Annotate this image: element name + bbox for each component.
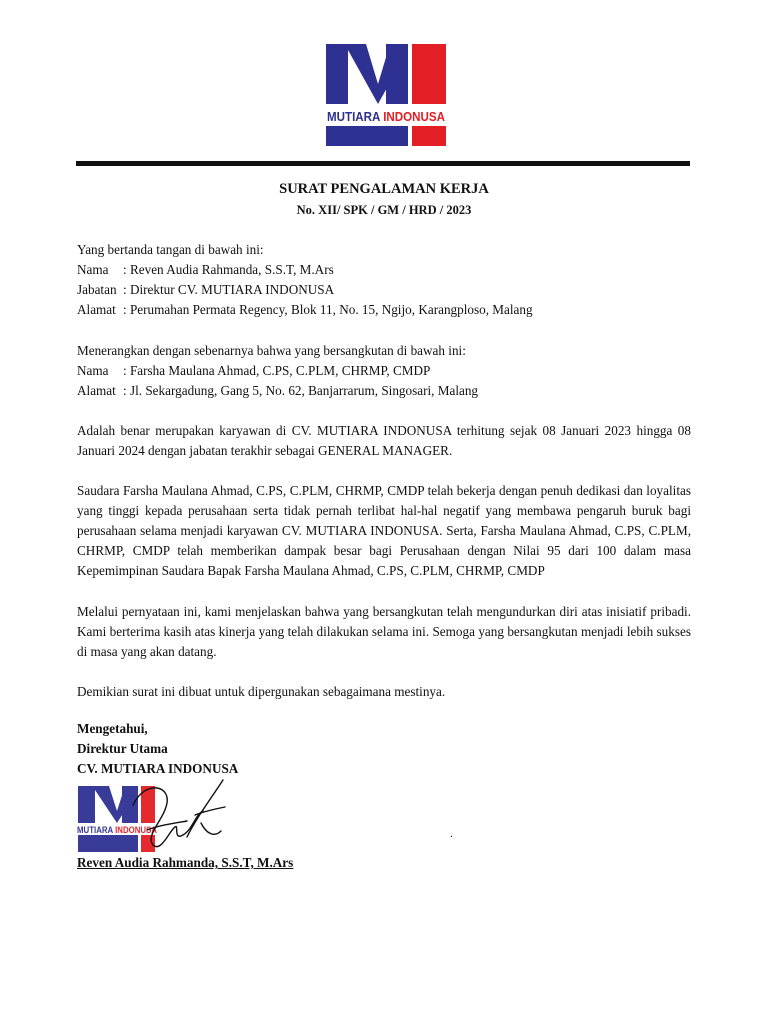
- signer-name: Reven Audia Rahmanda, S.S.T, M.Ars: [77, 855, 294, 870]
- closing-position: Direktur Utama: [77, 741, 168, 756]
- field-label: Jabatan: [77, 282, 117, 297]
- field-label: Nama: [77, 363, 109, 378]
- stray-mark: .: [450, 826, 453, 840]
- svg-text:MUTIARA INDONUSA: MUTIARA INDONUSA: [77, 825, 164, 835]
- employee-row-name: [77, 361, 691, 381]
- company-stamp-signature: [75, 775, 235, 855]
- field-value: : Direktur CV. MUTIARA INDONUSA: [123, 282, 335, 297]
- signatory-row-position: [77, 280, 691, 300]
- svg-text:MUTIARA INDONUSA: MUTIARA INDONUSA: [327, 109, 454, 124]
- document-title: SURAT PENGALAMAN KERJA: [279, 181, 489, 197]
- signatory-block: [77, 240, 691, 320]
- field-value: : Jl. Sekargadung, Gang 5, No. 62, Banjarrarum, Singosari, Malang: [123, 383, 479, 398]
- company-logo: [326, 44, 454, 146]
- document-number: No. XII/ SPK / GM / HRD / 2023: [296, 203, 472, 217]
- field-value: : Perumahan Permata Regency, Blok 11, No. 15, Ngijo, Karangploso, Malang: [123, 302, 533, 317]
- field-label: Nama: [77, 262, 109, 277]
- field-label: Alamat: [77, 383, 116, 398]
- closing-block: [77, 719, 691, 779]
- paragraph-resignation: Melalui pernyataan ini, kami menjelaskan bahwa yang bersangkutan telah mengundurkan diri atas inisiatif pribadi. Kami berterima kasih atas kinerja yang telah dilakukan selama ini. Semoga yang bersangkutan menjadi lebih sukses di masa yang akan datang.: [77, 604, 691, 659]
- paragraph-performance: Saudara Farsha Maulana Ahmad, C.PS, C.PLM, CHRMP, CMDP telah bekerja dengan penuh dedikasi dan loyalitas yang tinggi kepada perusahaan serta tidak pernah terlibat hal-hal negatif yang membawa pengaruh buruk bagi perusahaan selama menjadi karyawan CV. MUTIARA INDONUSA. Serta, Farsha Maulana Ahmad, C.PS, C.PLM, CHRMP, CMDP telah memberikan dampak besar bagi Perusahaan dengan Nilai 95 dari 100 dalam masa Kepemimpinan Saudara Bapak Farsha Maulana Ahmad, C.PS, C.PLM, CHRMP, CMDP: [77, 483, 691, 578]
- closing-acknowledged: Mengetahui,: [77, 721, 148, 736]
- paragraph-employment: Adalah benar merupakan karyawan di CV. MUTIARA INDONUSA terhitung sejak 08 Januari 2023 hingga 08 Januari 2024 dengan jabatan terakhir sebagai GENERAL MANAGER.: [77, 423, 691, 458]
- field-label: Alamat: [77, 302, 116, 317]
- signatory-row-address: [77, 300, 691, 320]
- closing-company: CV. MUTIARA INDONUSA: [77, 761, 239, 776]
- paragraph-closing: Demikian surat ini dibuat untuk dipergunakan sebagaimana mestinya.: [77, 684, 446, 699]
- employee-intro: Menerangkan dengan sebenarnya bahwa yang bersangkutan di bawah ini:: [77, 343, 466, 358]
- header-divider: [76, 161, 690, 166]
- employee-block: [77, 341, 691, 401]
- field-value: : Reven Audia Rahmanda, S.S.T, M.Ars: [123, 262, 334, 277]
- field-value: : Farsha Maulana Ahmad, C.PS, C.PLM, CHRMP, CMDP: [123, 363, 431, 378]
- signatory-row-name: [77, 260, 691, 280]
- employee-row-address: [77, 381, 691, 401]
- signatory-intro: Yang bertanda tangan di bawah ini:: [77, 242, 264, 257]
